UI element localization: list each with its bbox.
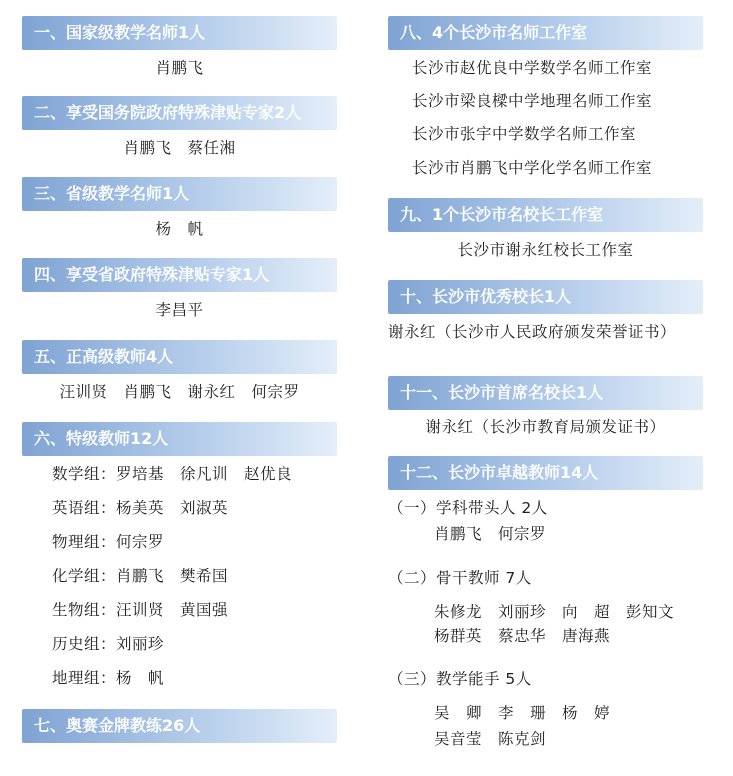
section-4-names: 李昌平 xyxy=(155,301,204,319)
section-header-7: 七、奥赛金牌教练26人 xyxy=(22,709,337,743)
group-line: 英语组：杨美英 刘淑英 xyxy=(52,499,229,517)
subgroup-names-3a: 吴 卿 李 珊 杨 婷 xyxy=(434,704,611,722)
section-11-item: 谢永红（长沙市教育局颁发证书） xyxy=(425,418,666,436)
subgroup-label-1: （一）学科带头人 2人 xyxy=(388,499,548,517)
section-header-1: 一、国家级教学名师1人 xyxy=(22,16,337,50)
studio-item: 长沙市赵优良中学数学名师工作室 xyxy=(412,59,653,77)
section-header-5: 五、正高级教师4人 xyxy=(22,340,337,374)
section-2-names: 肖鹏飞 蔡任湘 xyxy=(123,139,236,157)
section-3-names: 杨 帆 xyxy=(155,220,204,238)
subgroup-label-2: （二）骨干教师 7人 xyxy=(388,569,532,587)
section-header-3: 三、省级教学名师1人 xyxy=(22,177,337,211)
section-header-8: 八、4个长沙市名师工作室 xyxy=(388,16,703,50)
group-line: 化学组：肖鹏飞 樊希国 xyxy=(52,567,229,585)
studio-item: 长沙市张宇中学数学名师工作室 xyxy=(412,125,637,143)
section-header-11: 十一、长沙市首席名校长1人 xyxy=(388,376,703,410)
subgroup-names-1: 肖鹏飞 何宗罗 xyxy=(434,525,547,543)
group-line: 历史组：刘丽珍 xyxy=(52,635,165,653)
section-header-4: 四、享受省政府特殊津贴专家1人 xyxy=(22,258,337,292)
studio-item: 长沙市梁良樑中学地理名师工作室 xyxy=(412,92,653,110)
group-line: 数学组：罗培基 徐凡训 赵优良 xyxy=(52,465,293,483)
section-header-10: 十、长沙市优秀校长1人 xyxy=(388,280,703,314)
subgroup-names-2b: 杨群英 蔡忠华 唐海燕 xyxy=(434,627,611,645)
subgroup-names-2a: 朱修龙 刘丽珍 向 超 彭知文 xyxy=(434,603,675,621)
group-line: 物理组：何宗罗 xyxy=(52,533,165,551)
subgroup-names-3b: 吴音莹 陈克剑 xyxy=(434,730,547,748)
section-1-names: 肖鹏飞 xyxy=(155,59,204,77)
section-header-12: 十二、长沙市卓越教师14人 xyxy=(388,456,703,490)
section-header-9: 九、1个长沙市名校长工作室 xyxy=(388,198,703,232)
group-line: 生物组：汪训贤 黄国强 xyxy=(52,601,229,619)
section-header-6: 六、特级教师12人 xyxy=(22,422,337,456)
group-line: 地理组：杨 帆 xyxy=(52,669,165,687)
section-5-names: 汪训贤 肖鹏飞 谢永红 何宗罗 xyxy=(59,383,300,401)
section-9-item: 长沙市谢永红校长工作室 xyxy=(457,241,634,259)
studio-item: 长沙市肖鹏飞中学化学名师工作室 xyxy=(412,159,653,177)
section-header-2: 二、享受国务院政府特殊津贴专家2人 xyxy=(22,96,337,130)
section-10-item: 谢永红（长沙市人民政府颁发荣誉证书） xyxy=(388,323,677,341)
subgroup-label-3: （三）教学能手 5人 xyxy=(388,670,532,688)
